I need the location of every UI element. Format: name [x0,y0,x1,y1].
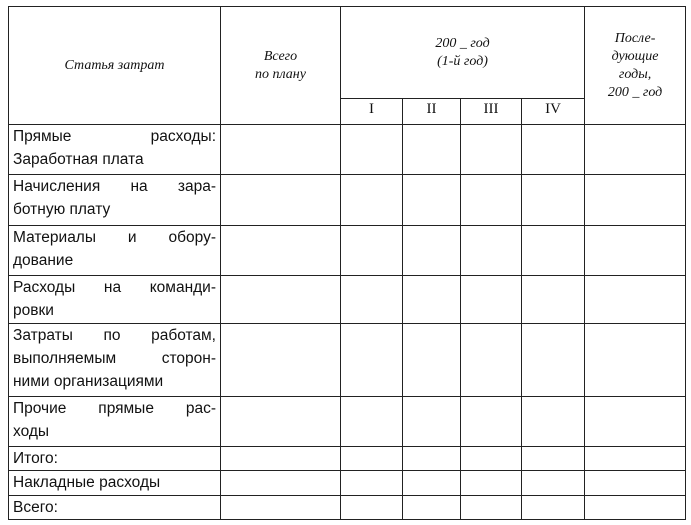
row-label-direct-wages [9,125,221,175]
header-next-line-1: После- [614,30,656,46]
header-next-line-3: годы, [618,66,652,82]
row-label-materials [9,226,221,275]
cell-total[interactable] [221,125,341,175]
cell-q1[interactable] [341,175,403,226]
cell-q1[interactable] [341,396,403,446]
row-label-grand-total [9,495,221,519]
cell-q3[interactable] [461,275,522,323]
cell-q4[interactable] [522,125,585,175]
header-following-years [585,7,686,125]
cell-q2[interactable] [403,175,461,226]
cell-q1[interactable] [341,446,403,470]
cell-q3[interactable] [461,323,522,396]
quarter-2: II [403,99,461,125]
table-row [9,396,686,446]
cell-q3[interactable] [461,226,522,275]
row-label-payroll-charges [9,175,221,226]
cell-q1[interactable] [341,470,403,495]
table-row [9,495,686,519]
cost-table [8,6,686,520]
cell-next-years[interactable] [585,226,686,275]
header-total-line-1: Всего [263,48,298,64]
row-label-line: Заработная плата [13,151,144,169]
cell-q2[interactable] [403,470,461,495]
cell-q1[interactable] [341,323,403,396]
table-row [9,175,686,226]
table-row [9,446,686,470]
cell-q4[interactable] [522,226,585,275]
header-total-plan [221,7,341,125]
cell-q4[interactable] [522,396,585,446]
row-label-line: дование [13,252,74,270]
row-label-line: Всего: [13,498,58,516]
cell-q3[interactable] [461,396,522,446]
cell-next-years[interactable] [585,323,686,396]
cell-next-years[interactable] [585,275,686,323]
cell-q1[interactable] [341,125,403,175]
row-label-line: Итого: [13,449,58,467]
cell-q3[interactable] [461,125,522,175]
cell-total[interactable] [221,323,341,396]
header-next-line-4: 200 _ год [607,84,663,100]
cell-q1[interactable] [341,275,403,323]
cell-q4[interactable] [522,275,585,323]
row-label-line: ходы [13,422,50,440]
cell-q2[interactable] [403,275,461,323]
row-label-line: Начисления на зара- [13,178,216,196]
quarter-1: I [341,99,403,125]
header-cost-item-label: Статья затрат [64,57,165,73]
cell-next-years[interactable] [585,125,686,175]
cell-q4[interactable] [522,323,585,396]
table-row [9,226,686,275]
cell-total[interactable] [221,175,341,226]
table-row [9,470,686,495]
row-label-line: Накладные расходы [13,473,161,491]
cell-q2[interactable] [403,396,461,446]
table-row [9,125,686,175]
cell-q2[interactable] [403,125,461,175]
cell-total[interactable] [221,396,341,446]
table-row [9,275,686,323]
cell-q2[interactable] [403,226,461,275]
cell-q2[interactable] [403,323,461,396]
row-label-line: Затраты по работам, [13,326,216,344]
row-label-travel [9,275,221,323]
cell-next-years[interactable] [585,175,686,226]
header-total-line-2: по плану [255,66,306,82]
row-label-line: выполняемым сторон- [13,349,216,367]
header-year-line-1: 200 _ год [435,35,490,51]
table-row [9,323,686,396]
row-label-line: Материалы и обору- [13,229,216,247]
cell-q1[interactable] [341,226,403,275]
cell-q3[interactable] [461,470,522,495]
row-label-subcontract [9,323,221,396]
row-label-overhead [9,470,221,495]
cell-q4[interactable] [522,495,585,519]
row-label-line: ботную плату [13,201,111,219]
cell-next-years[interactable] [585,446,686,470]
cell-q3[interactable] [461,495,522,519]
budget-sheet [8,6,685,520]
header-first-year [341,7,585,99]
cell-total[interactable] [221,226,341,275]
cell-q4[interactable] [522,446,585,470]
cell-total[interactable] [221,446,341,470]
row-label-line: ровки [13,301,54,319]
cell-q3[interactable] [461,175,522,226]
header-year-line-2: (1-й год) [437,53,488,69]
row-label-line: Прямые расходы: [13,128,216,146]
header-next-line-2: дующие [611,48,659,64]
quarter-4: IV [522,99,585,125]
cell-q1[interactable] [341,495,403,519]
cell-next-years[interactable] [585,396,686,446]
row-label-line: Расходы на команди- [13,278,216,296]
cell-q4[interactable] [522,175,585,226]
cell-next-years[interactable] [585,470,686,495]
cell-total[interactable] [221,470,341,495]
cell-q2[interactable] [403,495,461,519]
cell-q3[interactable] [461,446,522,470]
cell-total[interactable] [221,275,341,323]
row-label-other-direct [9,396,221,446]
header-cost-item [9,7,221,125]
cell-q4[interactable] [522,470,585,495]
header-row [9,7,686,99]
row-label-subtotal [9,446,221,470]
row-label-line: Прочие прямые рас- [13,399,216,417]
cell-next-years[interactable] [585,495,686,519]
cell-q2[interactable] [403,446,461,470]
quarter-3: III [461,99,522,125]
row-label-line: ними организациями [13,372,164,390]
cell-total[interactable] [221,495,341,519]
